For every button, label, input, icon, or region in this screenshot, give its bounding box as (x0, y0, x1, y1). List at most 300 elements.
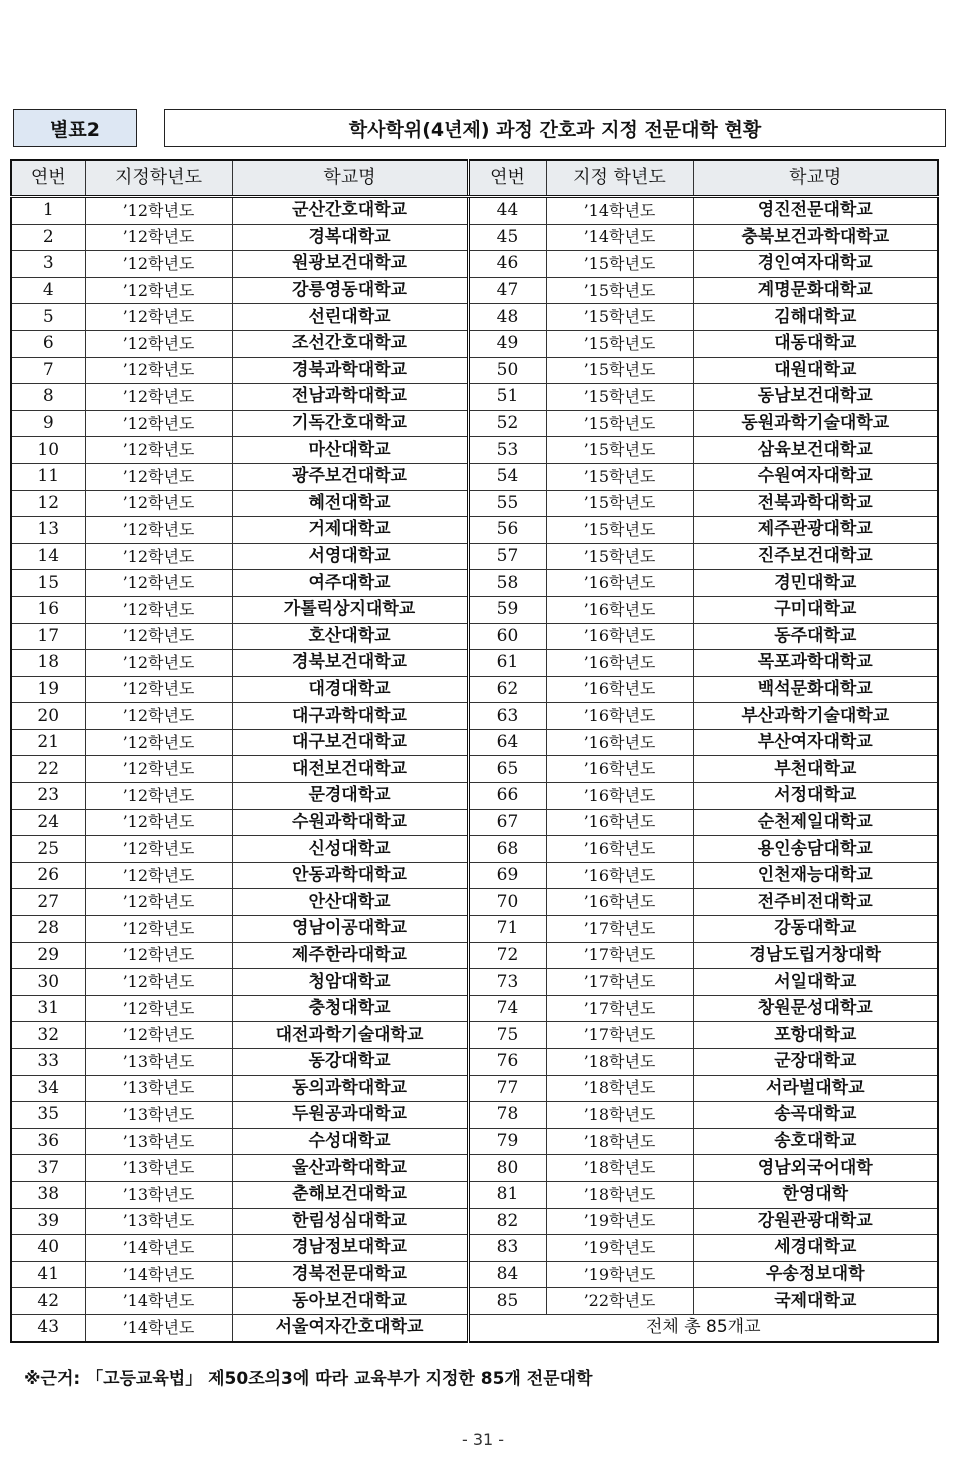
table-label-box (13, 109, 137, 147)
row-school: 부산여자대학교 (693, 729, 938, 756)
row-year: ’12학년도 (85, 756, 232, 783)
row-number: 26 (11, 862, 85, 889)
row-year: ’16학년도 (546, 809, 693, 836)
row-year: ’16학년도 (546, 836, 693, 863)
row-year: ’17학년도 (546, 1022, 693, 1049)
row-year: ’15학년도 (546, 251, 693, 278)
table-row (11, 1022, 938, 1049)
row-school: 문경대학교 (232, 783, 468, 810)
row-number: 83 (468, 1235, 546, 1262)
row-year: ’14학년도 (85, 1314, 232, 1341)
row-year: ’12학년도 (85, 889, 232, 916)
row-school: 조선간호대학교 (232, 330, 468, 357)
table-row (11, 783, 938, 810)
row-number: 48 (468, 304, 546, 331)
row-school: 강동대학교 (693, 916, 938, 943)
table-row (11, 676, 938, 703)
header-row (11, 160, 938, 197)
row-year: ’16학년도 (546, 756, 693, 783)
row-year: ’17학년도 (546, 942, 693, 969)
row-school: 안동과학대학교 (232, 862, 468, 889)
row-number: 44 (468, 197, 546, 225)
row-number: 18 (11, 650, 85, 677)
row-number: 14 (11, 543, 85, 570)
row-school: 마산대학교 (232, 437, 468, 464)
row-number: 17 (11, 623, 85, 650)
footnote: ※근거: 「고등교육법」 제50조의3에 따라 교육부가 지정한 85개 전문대학 (24, 1369, 593, 1389)
row-school: 백석문화대학교 (693, 676, 938, 703)
row-year: ’18학년도 (546, 1102, 693, 1129)
row-school: 청암대학교 (232, 969, 468, 996)
row-year: ’17학년도 (546, 995, 693, 1022)
row-number: 5 (11, 304, 85, 331)
row-year: ’12학년도 (85, 1022, 232, 1049)
row-number: 84 (468, 1261, 546, 1288)
row-year: ’16학년도 (546, 889, 693, 916)
row-year: ’15학년도 (546, 357, 693, 384)
row-school: 포항대학교 (693, 1022, 938, 1049)
row-school: 수원과학대학교 (232, 809, 468, 836)
row-year: ’13학년도 (85, 1155, 232, 1182)
row-year: ’12학년도 (85, 650, 232, 677)
row-year: ’13학년도 (85, 1049, 232, 1076)
row-school: 울산과학대학교 (232, 1155, 468, 1182)
row-number: 9 (11, 410, 85, 437)
row-school: 용인송담대학교 (693, 836, 938, 863)
college-table (10, 159, 939, 1343)
row-number: 24 (11, 809, 85, 836)
row-number: 10 (11, 437, 85, 464)
row-number: 51 (468, 384, 546, 411)
row-number: 20 (11, 703, 85, 730)
table-row (11, 1261, 938, 1288)
row-school: 원광보건대학교 (232, 251, 468, 278)
row-number: 37 (11, 1155, 85, 1182)
table-row (11, 1049, 938, 1076)
row-number: 82 (468, 1208, 546, 1235)
row-number: 59 (468, 596, 546, 623)
row-school: 대동대학교 (693, 330, 938, 357)
row-number: 27 (11, 889, 85, 916)
row-year: ’12학년도 (85, 543, 232, 570)
row-number: 74 (468, 995, 546, 1022)
row-school: 경남도립거창대학 (693, 942, 938, 969)
row-year: ’12학년도 (85, 357, 232, 384)
row-year: ’14학년도 (85, 1261, 232, 1288)
row-school: 제주관광대학교 (693, 517, 938, 544)
row-number: 81 (468, 1181, 546, 1208)
row-number: 41 (11, 1261, 85, 1288)
row-school: 경인여자대학교 (693, 251, 938, 278)
row-number: 69 (468, 862, 546, 889)
table-row (11, 410, 938, 437)
row-number: 39 (11, 1208, 85, 1235)
row-school: 수성대학교 (232, 1128, 468, 1155)
page-number: - 31 - (461, 1430, 505, 1449)
row-number: 54 (468, 463, 546, 490)
row-school: 대구과학대학교 (232, 703, 468, 730)
row-year: ’14학년도 (546, 197, 693, 225)
total-count: 전체 총 85개교 (468, 1314, 938, 1341)
row-school: 송호대학교 (693, 1128, 938, 1155)
table-row (11, 437, 938, 464)
row-number: 16 (11, 596, 85, 623)
row-school: 영남이공대학교 (232, 916, 468, 943)
row-school: 군산간호대학교 (232, 197, 468, 225)
row-number: 19 (11, 676, 85, 703)
row-number: 36 (11, 1128, 85, 1155)
row-number: 71 (468, 916, 546, 943)
row-school: 삼육보건대학교 (693, 437, 938, 464)
row-school: 순천제일대학교 (693, 809, 938, 836)
row-school: 부천대학교 (693, 756, 938, 783)
row-number: 4 (11, 277, 85, 304)
row-year: ’12학년도 (85, 809, 232, 836)
row-year: ’19학년도 (546, 1235, 693, 1262)
row-year: ’16학년도 (546, 623, 693, 650)
table-row (11, 623, 938, 650)
row-number: 6 (11, 330, 85, 357)
row-school: 전남과학대학교 (232, 384, 468, 411)
header-year-left: 지정학년도 (85, 160, 232, 197)
table-row (11, 836, 938, 863)
row-year: ’15학년도 (546, 517, 693, 544)
table-row (11, 596, 938, 623)
row-year: ’12학년도 (85, 969, 232, 996)
table-row (11, 357, 938, 384)
row-year: ’15학년도 (546, 437, 693, 464)
row-year: ’12학년도 (85, 330, 232, 357)
row-year: ’15학년도 (546, 543, 693, 570)
row-year: ’13학년도 (85, 1181, 232, 1208)
row-school: 호산대학교 (232, 623, 468, 650)
row-year: ’12학년도 (85, 490, 232, 517)
row-year: ’12학년도 (85, 783, 232, 810)
row-year: ’16학년도 (546, 862, 693, 889)
row-number: 38 (11, 1181, 85, 1208)
row-number: 70 (468, 889, 546, 916)
table-row (11, 1075, 938, 1102)
row-number: 21 (11, 729, 85, 756)
row-year: ’12학년도 (85, 862, 232, 889)
row-year: ’14학년도 (546, 224, 693, 251)
table-row (11, 862, 938, 889)
row-school: 거제대학교 (232, 517, 468, 544)
table-row (11, 463, 938, 490)
row-number: 63 (468, 703, 546, 730)
row-number: 85 (468, 1288, 546, 1315)
row-school: 동원과학기술대학교 (693, 410, 938, 437)
row-year: ’12학년도 (85, 463, 232, 490)
row-number: 25 (11, 836, 85, 863)
row-number: 47 (468, 277, 546, 304)
table-row (11, 517, 938, 544)
row-year: ’18학년도 (546, 1128, 693, 1155)
row-school: 경복대학교 (232, 224, 468, 251)
row-number: 64 (468, 729, 546, 756)
row-school: 서울여자간호대학교 (232, 1314, 468, 1341)
row-school: 기독간호대학교 (232, 410, 468, 437)
table-row (11, 969, 938, 996)
table-title: 학사학위(4년제) 과정 간호과 지정 전문대학 현황 (348, 118, 762, 141)
row-number: 53 (468, 437, 546, 464)
row-year: ’15학년도 (546, 410, 693, 437)
table-label: 별표2 (50, 118, 100, 141)
header-school-right: 학교명 (693, 160, 938, 197)
row-number: 49 (468, 330, 546, 357)
row-school: 서정대학교 (693, 783, 938, 810)
row-number: 13 (11, 517, 85, 544)
row-year: ’13학년도 (85, 1208, 232, 1235)
header-no-left: 연번 (11, 160, 85, 197)
row-number: 60 (468, 623, 546, 650)
row-number: 2 (11, 224, 85, 251)
row-school: 두원공과대학교 (232, 1102, 468, 1129)
row-school: 창원문성대학교 (693, 995, 938, 1022)
row-school: 한영대학 (693, 1181, 938, 1208)
row-year: ’12학년도 (85, 224, 232, 251)
row-year: ’18학년도 (546, 1075, 693, 1102)
row-year: ’17학년도 (546, 916, 693, 943)
table-row (11, 224, 938, 251)
row-number: 22 (11, 756, 85, 783)
row-year: ’12학년도 (85, 596, 232, 623)
row-school: 선린대학교 (232, 304, 468, 331)
table-row (11, 277, 938, 304)
row-number: 32 (11, 1022, 85, 1049)
row-year: ’12학년도 (85, 729, 232, 756)
row-school: 목포과학대학교 (693, 650, 938, 677)
row-number: 57 (468, 543, 546, 570)
row-number: 8 (11, 384, 85, 411)
row-year: ’12학년도 (85, 197, 232, 225)
table-row (11, 1128, 938, 1155)
row-school: 계명문화대학교 (693, 277, 938, 304)
row-year: ’16학년도 (546, 703, 693, 730)
row-year: ’15학년도 (546, 304, 693, 331)
row-year: ’12학년도 (85, 836, 232, 863)
row-school: 수원여자대학교 (693, 463, 938, 490)
header-school-left: 학교명 (232, 160, 468, 197)
row-year: ’12학년도 (85, 942, 232, 969)
row-number: 7 (11, 357, 85, 384)
table-row (11, 916, 938, 943)
row-year: ’15학년도 (546, 463, 693, 490)
row-year: ’12학년도 (85, 304, 232, 331)
table-row (11, 1314, 938, 1341)
row-year: ’12학년도 (85, 410, 232, 437)
row-year: ’12학년도 (85, 384, 232, 411)
table-row (11, 384, 938, 411)
row-school: 서영대학교 (232, 543, 468, 570)
row-number: 46 (468, 251, 546, 278)
row-school: 인천재능대학교 (693, 862, 938, 889)
row-year: ’18학년도 (546, 1049, 693, 1076)
table-row (11, 1155, 938, 1182)
row-number: 33 (11, 1049, 85, 1076)
row-number: 67 (468, 809, 546, 836)
row-number: 52 (468, 410, 546, 437)
row-number: 11 (11, 463, 85, 490)
row-school: 경남정보대학교 (232, 1235, 468, 1262)
table-row (11, 729, 938, 756)
row-school: 구미대학교 (693, 596, 938, 623)
row-number: 30 (11, 969, 85, 996)
row-year: ’13학년도 (85, 1075, 232, 1102)
row-school: 대전보건대학교 (232, 756, 468, 783)
row-year: ’19학년도 (546, 1208, 693, 1235)
row-school: 경북과학대학교 (232, 357, 468, 384)
row-school: 대구보건대학교 (232, 729, 468, 756)
row-number: 61 (468, 650, 546, 677)
table-row (11, 756, 938, 783)
row-number: 62 (468, 676, 546, 703)
row-year: ’18학년도 (546, 1155, 693, 1182)
row-school: 신성대학교 (232, 836, 468, 863)
row-school: 한림성심대학교 (232, 1208, 468, 1235)
row-school: 영진전문대학교 (693, 197, 938, 225)
row-school: 동강대학교 (232, 1049, 468, 1076)
row-school: 가톨릭상지대학교 (232, 596, 468, 623)
row-number: 28 (11, 916, 85, 943)
row-number: 43 (11, 1314, 85, 1341)
row-number: 29 (11, 942, 85, 969)
row-number: 23 (11, 783, 85, 810)
row-number: 76 (468, 1049, 546, 1076)
row-year: ’15학년도 (546, 490, 693, 517)
row-school: 부산과학기술대학교 (693, 703, 938, 730)
row-year: ’16학년도 (546, 650, 693, 677)
row-year: ’12학년도 (85, 703, 232, 730)
row-year: ’12학년도 (85, 251, 232, 278)
row-school: 충청대학교 (232, 995, 468, 1022)
row-school: 대전과학기술대학교 (232, 1022, 468, 1049)
table-row (11, 543, 938, 570)
row-school: 세경대학교 (693, 1235, 938, 1262)
table-row (11, 942, 938, 969)
row-year: ’16학년도 (546, 676, 693, 703)
row-school: 여주대학교 (232, 570, 468, 597)
row-school: 대원대학교 (693, 357, 938, 384)
row-year: ’12학년도 (85, 517, 232, 544)
table-row (11, 995, 938, 1022)
row-year: ’17학년도 (546, 969, 693, 996)
row-number: 3 (11, 251, 85, 278)
row-school: 동아보건대학교 (232, 1288, 468, 1315)
row-school: 강릉영동대학교 (232, 277, 468, 304)
row-number: 65 (468, 756, 546, 783)
row-school: 안산대학교 (232, 889, 468, 916)
table-row (11, 490, 938, 517)
row-year: ’16학년도 (546, 783, 693, 810)
header-year-right: 지정 학년도 (546, 160, 693, 197)
table-body (11, 197, 938, 1342)
row-school: 동남보건대학교 (693, 384, 938, 411)
row-school: 국제대학교 (693, 1288, 938, 1315)
row-school: 동주대학교 (693, 623, 938, 650)
table-row (11, 1288, 938, 1315)
row-school: 전주비전대학교 (693, 889, 938, 916)
row-number: 73 (468, 969, 546, 996)
row-school: 충북보건과학대학교 (693, 224, 938, 251)
row-number: 72 (468, 942, 546, 969)
table-row (11, 889, 938, 916)
row-number: 79 (468, 1128, 546, 1155)
row-school: 혜전대학교 (232, 490, 468, 517)
row-year: ’12학년도 (85, 676, 232, 703)
row-school: 경민대학교 (693, 570, 938, 597)
table-row (11, 570, 938, 597)
row-year: ’15학년도 (546, 330, 693, 357)
row-year: ’12학년도 (85, 623, 232, 650)
row-number: 40 (11, 1235, 85, 1262)
row-school: 강원관광대학교 (693, 1208, 938, 1235)
table-row (11, 330, 938, 357)
row-school: 전북과학대학교 (693, 490, 938, 517)
row-number: 34 (11, 1075, 85, 1102)
row-number: 66 (468, 783, 546, 810)
row-year: ’13학년도 (85, 1128, 232, 1155)
row-year: ’16학년도 (546, 570, 693, 597)
row-year: ’16학년도 (546, 596, 693, 623)
row-number: 50 (468, 357, 546, 384)
row-number: 1 (11, 197, 85, 225)
row-number: 56 (468, 517, 546, 544)
table-row (11, 809, 938, 836)
row-number: 68 (468, 836, 546, 863)
table-row (11, 703, 938, 730)
row-number: 77 (468, 1075, 546, 1102)
row-year: ’12학년도 (85, 570, 232, 597)
table-row (11, 1208, 938, 1235)
row-school: 경북보건대학교 (232, 650, 468, 677)
row-number: 55 (468, 490, 546, 517)
header-no-right: 연번 (468, 160, 546, 197)
row-number: 15 (11, 570, 85, 597)
row-number: 12 (11, 490, 85, 517)
row-year: ’18학년도 (546, 1181, 693, 1208)
row-number: 58 (468, 570, 546, 597)
row-school: 진주보건대학교 (693, 543, 938, 570)
row-year: ’15학년도 (546, 277, 693, 304)
row-number: 78 (468, 1102, 546, 1129)
row-school: 영남외국어대학 (693, 1155, 938, 1182)
row-year: ’14학년도 (85, 1235, 232, 1262)
table-title-box (164, 109, 946, 147)
row-year: ’12학년도 (85, 277, 232, 304)
row-number: 75 (468, 1022, 546, 1049)
table-row (11, 251, 938, 278)
row-year: ’14학년도 (85, 1288, 232, 1315)
row-school: 서라벌대학교 (693, 1075, 938, 1102)
table-row (11, 1181, 938, 1208)
row-school: 춘해보건대학교 (232, 1181, 468, 1208)
row-year: ’12학년도 (85, 437, 232, 464)
row-number: 80 (468, 1155, 546, 1182)
table-row (11, 197, 938, 225)
row-school: 동의과학대학교 (232, 1075, 468, 1102)
row-school: 대경대학교 (232, 676, 468, 703)
row-school: 군장대학교 (693, 1049, 938, 1076)
row-school: 송곡대학교 (693, 1102, 938, 1129)
table-row (11, 304, 938, 331)
row-number: 42 (11, 1288, 85, 1315)
row-year: ’13학년도 (85, 1102, 232, 1129)
table-row (11, 1102, 938, 1129)
row-year: ’15학년도 (546, 384, 693, 411)
row-number: 35 (11, 1102, 85, 1129)
table-row (11, 650, 938, 677)
